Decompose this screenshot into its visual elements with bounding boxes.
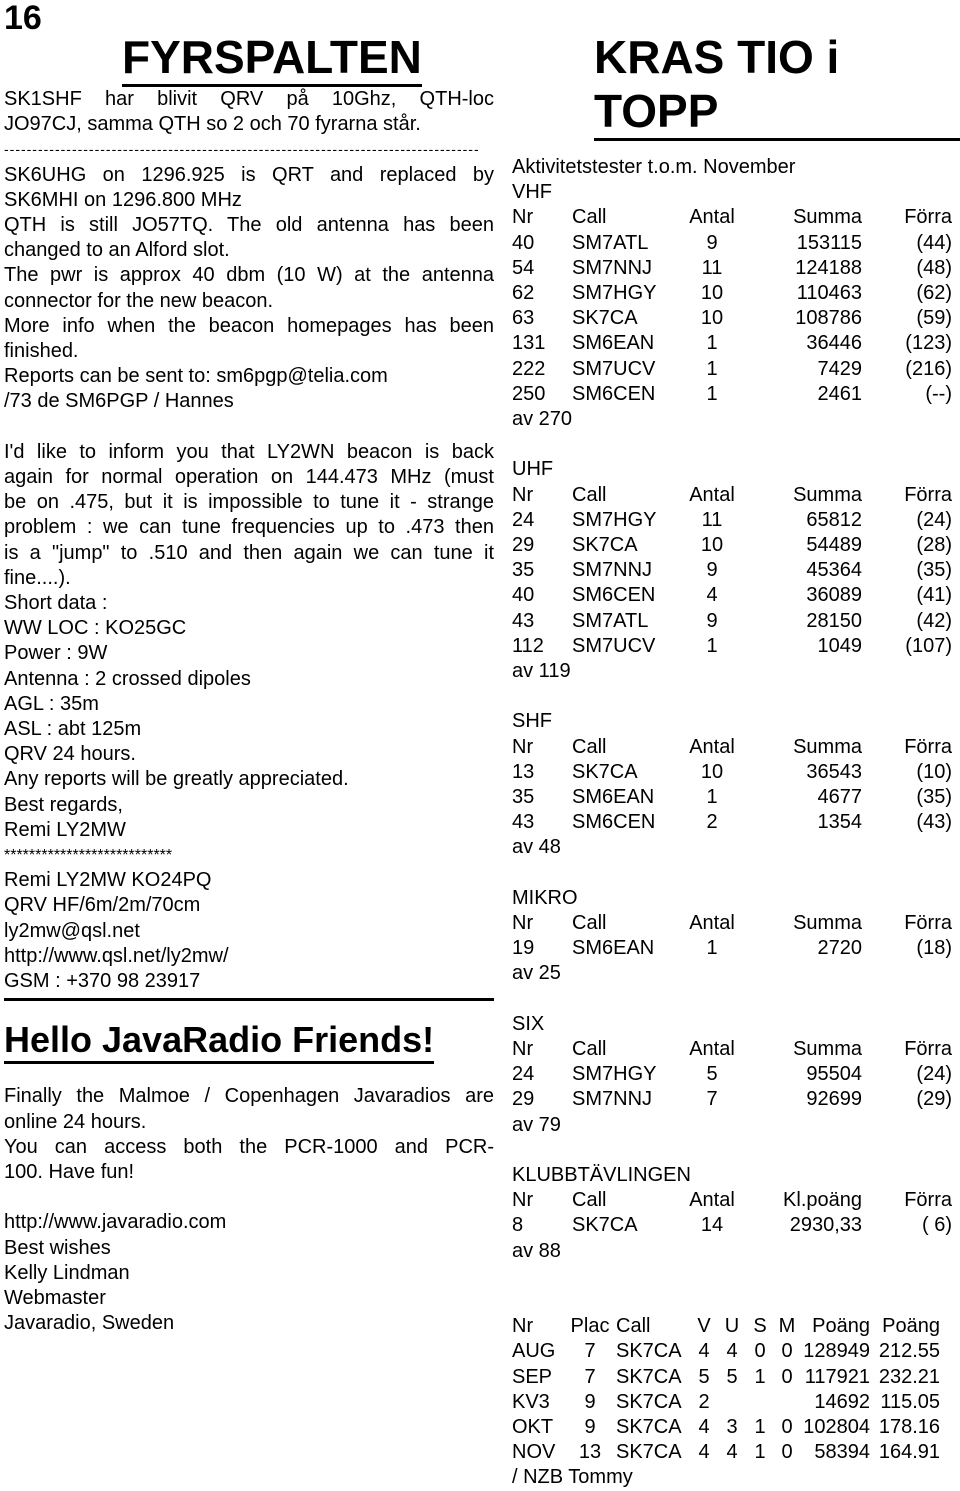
table-row (512, 1339, 940, 1364)
table-row (512, 281, 952, 306)
section-4 (512, 1012, 960, 1163)
table-cell: SK7CA (616, 1340, 682, 1363)
section-title: KLUBBTÄVLINGEN (512, 1164, 691, 1187)
table-cell: 164.91 (878, 1441, 940, 1464)
text-line: Short data : (4, 592, 108, 615)
table-cell: SEP (512, 1365, 553, 1388)
table-cell: 11 (701, 508, 723, 531)
text-line: changed to an Alford slot. (4, 239, 230, 262)
text-line: problem : we can tune frequencies up to .473 then (4, 516, 494, 539)
table-cell: SM6CEN (572, 382, 656, 405)
table-cell: 0 (781, 1365, 793, 1388)
ly2wn-notice (4, 440, 494, 994)
column-header: Antal (689, 1189, 735, 1212)
section-title: UHF (512, 458, 554, 481)
table-cell: 5 (726, 1365, 738, 1388)
table-cell: 232.21 (878, 1365, 940, 1388)
table-cell: 7429 (817, 357, 862, 380)
table-cell: 4 (706, 584, 718, 607)
text-line: Best wishes (4, 1236, 111, 1259)
section-total: av 79 (512, 1113, 561, 1136)
text-line: Remi LY2MW KO24PQ (4, 869, 212, 892)
dash-separator: ------------------------------------------------------------------------------------ (4, 141, 480, 158)
table-row (512, 1087, 952, 1112)
table-cell: 1 (706, 332, 718, 355)
intro-line: SK1SHF har blivit QRV på 10Ghz, QTH-loc (4, 88, 494, 110)
table-cell: NOV (512, 1441, 556, 1464)
text-line: finished. (4, 340, 79, 363)
table-cell: (44) (916, 231, 952, 254)
table-cell: (24) (916, 1063, 952, 1086)
table-cell: 40 (512, 231, 535, 254)
fyrspalten-heading: FYRSPALTEN (122, 30, 422, 87)
table-cell: (10) (916, 760, 952, 783)
table-cell: 24 (512, 1063, 535, 1086)
column-header: Poäng (812, 1315, 870, 1338)
section-3 (512, 886, 960, 1012)
table-cell: 2 (698, 1390, 710, 1413)
table-cell: 1354 (817, 811, 862, 834)
column-header: Call (572, 1189, 607, 1212)
table-cell: 0 (781, 1441, 793, 1464)
column-header: Antal (689, 1038, 735, 1061)
table-cell: 4 (726, 1340, 738, 1363)
web-link[interactable]: http://www.javaradio.com (4, 1211, 227, 1234)
table-cell: SM6EAN (572, 332, 655, 355)
table-cell: 14 (700, 1214, 724, 1237)
beacon-notice (4, 163, 494, 415)
table-header-row (512, 735, 952, 760)
column-header: U (724, 1315, 740, 1338)
table-cell: 36089 (806, 584, 862, 607)
text-line: online 24 hours. (4, 1110, 147, 1133)
table-cell: AUG (512, 1340, 556, 1363)
table-cell: (24) (916, 508, 952, 531)
table-cell: SM7ATL (572, 231, 649, 254)
table-row (512, 508, 952, 533)
table-cell: (--) (925, 382, 952, 405)
text-line: Power : 9W (4, 642, 108, 665)
text-line: QTH is still JO57TQ. The old antenna has been (4, 214, 494, 237)
table-cell: 178.16 (878, 1416, 940, 1439)
table-cell: 4677 (817, 786, 862, 809)
table-cell: 43 (512, 811, 535, 834)
table-cell: 4 (726, 1441, 738, 1464)
table-cell: 29 (512, 1088, 535, 1111)
table-cell: 35 (512, 559, 535, 582)
page-number: 16 (4, 0, 42, 37)
table-cell: 63 (512, 307, 535, 330)
ranking-table (512, 735, 952, 836)
table-cell: 128949 (803, 1340, 870, 1363)
section-1 (512, 457, 960, 709)
column-header: M (778, 1315, 796, 1338)
table-cell (746, 1390, 774, 1415)
table-cell: 131 (512, 332, 546, 355)
column-header: Call (572, 483, 607, 506)
table-cell (718, 1390, 746, 1415)
table-cell: 1 (706, 937, 718, 960)
section-total: av 88 (512, 1239, 561, 1262)
text-line: is a "jump" to .510 and then again we can tune it (4, 541, 494, 564)
table-cell: SM7NNJ (572, 1088, 653, 1111)
text-line: SK6UHG on 1296.925 is QRT and replaced by (4, 163, 494, 186)
table-cell: 4 (698, 1441, 710, 1464)
table-cell: 2 (706, 811, 718, 834)
ranking-table (512, 205, 952, 407)
text-line: QRV 24 hours. (4, 743, 136, 766)
table-cell: SK7CA (616, 1416, 682, 1439)
column-header: Förra (904, 483, 952, 506)
text-line: Reports can be sent to: sm6pgp@telia.com (4, 365, 388, 388)
text-line: You can access both the PCR-1000 and PCR- (4, 1135, 494, 1158)
table-cell: SK7CA (616, 1441, 682, 1464)
table-cell: SK7CA (572, 760, 638, 783)
table-row (512, 382, 952, 407)
table-cell: 35 (512, 786, 535, 809)
column-header: Nr (512, 1315, 534, 1338)
text-line: 100. Have fun! (4, 1160, 135, 1183)
table-cell: SM7NNJ (572, 559, 653, 582)
section-2 (512, 709, 960, 885)
table-cell: 2461 (817, 382, 862, 405)
text-line: WW LOC : KO25GC (4, 617, 187, 640)
table-cell: OKT (512, 1416, 554, 1439)
table-cell: SK7CA (616, 1365, 682, 1388)
ranking-table (512, 483, 952, 659)
table-cell: SM6EAN (572, 786, 655, 809)
column-header: Summa (793, 206, 862, 229)
column-header: Summa (793, 912, 862, 935)
table-cell: 1 (706, 382, 718, 405)
table-cell: SM7HGY (572, 1063, 657, 1086)
text-line: The pwr is approx 40 dbm (10 W) at the antenna (4, 264, 494, 287)
column-header: Call (572, 206, 607, 229)
table-row (512, 533, 952, 558)
ranking-sections (512, 180, 960, 1289)
table-cell: SM7ATL (572, 609, 649, 632)
table-cell: SM7NNJ (572, 256, 653, 279)
table-cell: SK7CA (572, 534, 638, 557)
table-cell: 54 (512, 256, 535, 279)
table-cell: 153115 (796, 231, 862, 254)
section-5 (512, 1163, 960, 1289)
table-cell: 13 (578, 1441, 602, 1464)
text-line: Remi LY2MW (4, 818, 126, 841)
table-cell: 1 (754, 1365, 766, 1388)
column-header: Antal (689, 483, 735, 506)
table-cell: 108786 (795, 307, 862, 330)
table-cell: SM7HGY (572, 282, 657, 305)
table-cell: 102804 (803, 1416, 870, 1439)
table-row (512, 1365, 940, 1390)
section-total: av 25 (512, 962, 561, 985)
table-row (512, 231, 952, 256)
table-cell: SM7UCV (572, 357, 656, 380)
table-cell: 112 (512, 634, 544, 657)
table-row (512, 1415, 940, 1440)
table-cell: 28150 (806, 609, 862, 632)
table-cell: (29) (916, 1088, 952, 1111)
table-cell: 7 (706, 1088, 718, 1111)
table-cell: KV3 (512, 1390, 550, 1413)
table-cell: SK7CA (572, 307, 638, 330)
table-cell: 95504 (806, 1063, 862, 1086)
column-header: Call (572, 912, 607, 935)
table-cell: (123) (905, 332, 952, 355)
table-cell: 110463 (796, 282, 862, 305)
section-title: MIKRO (512, 886, 578, 909)
table-cell: 9 (706, 609, 718, 632)
column-header: Nr (512, 735, 534, 758)
table-cell: 62 (512, 282, 535, 305)
table-header-row (512, 205, 952, 230)
table-row (512, 558, 952, 583)
column-header: Nr (512, 206, 534, 229)
text-line: SK6MHI on 1296.800 MHz (4, 188, 242, 211)
table-cell (774, 1390, 800, 1415)
table-cell: SM6EAN (572, 937, 655, 960)
table-cell: 0 (781, 1416, 793, 1439)
text-line: fine....). (4, 566, 71, 589)
column-header: Förra (904, 206, 952, 229)
table-header-row (512, 1037, 952, 1062)
table-cell: 3 (726, 1416, 738, 1439)
table-cell: 117921 (804, 1365, 870, 1388)
table-cell: SK7CA (572, 1214, 638, 1237)
table-cell: 4 (698, 1340, 710, 1363)
asterisk-separator: *************************** (4, 847, 173, 865)
table-row (512, 634, 952, 659)
table-cell: 92699 (806, 1088, 862, 1111)
text-line: Any reports will be greatly appreciated. (4, 768, 349, 791)
javaradio-notice (4, 1084, 494, 1336)
table-cell: 1 (754, 1416, 766, 1439)
table-cell: 124188 (795, 256, 862, 279)
kras-subtitle: Aktivitetstester t.o.m. November (512, 156, 796, 178)
kras-heading: KRAS TIO i TOPP (594, 30, 960, 141)
table-cell: 2720 (817, 937, 862, 960)
table-cell: 8 (512, 1214, 524, 1237)
table-header-row (512, 1314, 940, 1339)
column-header: Summa (793, 1038, 862, 1061)
table-row (512, 583, 952, 608)
table-cell: 29 (512, 534, 535, 557)
table-row (512, 1062, 952, 1087)
table-cell: 7 (584, 1340, 596, 1363)
ranking-table (512, 911, 952, 961)
table-cell: (48) (916, 256, 952, 279)
section-total: av 270 (512, 408, 573, 431)
text-line: Antenna : 2 crossed dipoles (4, 667, 251, 690)
right-column (512, 30, 960, 1491)
table-row (512, 760, 952, 785)
text-line: be on .475, but it is impossible to tune it - strange (4, 491, 494, 514)
table-cell: (28) (916, 534, 952, 557)
text-line: connector for the new beacon. (4, 289, 274, 312)
monthly-table (512, 1314, 940, 1465)
column-header: Antal (689, 206, 735, 229)
web-link[interactable]: http://www.qsl.net/ly2mw/ (4, 944, 229, 967)
text-line: Javaradio, Sweden (4, 1312, 175, 1335)
section-0 (512, 180, 960, 457)
table-cell: SM6CEN (572, 811, 656, 834)
column-header: Nr (512, 483, 534, 506)
column-header: Nr (512, 1038, 534, 1061)
ranking-table (512, 1188, 952, 1238)
table-cell: (18) (916, 937, 952, 960)
column-header: Förra (904, 912, 952, 935)
table-header-row (512, 483, 952, 508)
table-cell: 9 (706, 559, 718, 582)
table-cell: 13 (512, 760, 535, 783)
text-line: I'd like to inform you that LY2WN beacon is back (4, 440, 494, 463)
hello-heading: Hello JavaRadio Friends! (4, 1019, 434, 1064)
table-row (512, 331, 952, 356)
column-header: Call (572, 1038, 607, 1061)
text-line: Finally the Malmoe / Copenhagen Javaradios are (4, 1085, 494, 1108)
text-line: /73 de SM6PGP / Hannes (4, 390, 234, 413)
table-cell: 212.55 (878, 1340, 940, 1363)
table-cell: 36543 (806, 760, 862, 783)
text-line: again for normal operation on 144.473 MHz (must (4, 466, 494, 489)
table-header-row (512, 911, 952, 936)
table-cell: 9 (584, 1416, 596, 1439)
table-cell: 4 (698, 1416, 710, 1439)
ranking-table (512, 1037, 952, 1113)
table-cell: 9 (706, 231, 718, 254)
table-cell: 115.05 (880, 1390, 940, 1413)
table-cell: 43 (512, 609, 535, 632)
column-header: V (697, 1315, 711, 1338)
email-link[interactable]: ly2mw@qsl.net (4, 919, 140, 942)
table-cell: (35) (916, 559, 952, 582)
table-cell: (41) (916, 584, 952, 607)
column-header: Summa (793, 735, 862, 758)
table-cell: 1049 (817, 634, 862, 657)
section-title: SIX (512, 1012, 545, 1035)
table-cell: 0 (781, 1340, 793, 1363)
table-row (512, 256, 952, 281)
table-cell: 19 (512, 937, 535, 960)
table-cell: (43) (916, 811, 952, 834)
table-cell: 10 (700, 534, 724, 557)
table-cell: 1 (706, 634, 718, 657)
column-header: Förra (904, 1038, 952, 1061)
table-row (512, 936, 952, 961)
table-cell: 5 (698, 1365, 710, 1388)
table-cell: 250 (512, 382, 546, 405)
table-cell: SM7HGY (572, 508, 657, 531)
section-title: SHF (512, 710, 552, 733)
table-cell: 222 (512, 357, 546, 380)
section-title: VHF (512, 181, 552, 204)
table-row (512, 785, 952, 810)
text-line: Webmaster (4, 1286, 106, 1309)
table-cell: 2930,33 (789, 1214, 862, 1237)
table-row (512, 357, 952, 382)
table-cell: (35) (916, 786, 952, 809)
table-cell: 40 (512, 584, 535, 607)
table-cell: (107) (905, 634, 952, 657)
table-cell: (59) (916, 307, 952, 330)
table-row (512, 810, 952, 835)
table-cell: 9 (584, 1390, 596, 1413)
column-header: Förra (904, 1189, 952, 1212)
table-cell: 11 (701, 256, 723, 279)
text-line: Best regards, (4, 793, 123, 816)
column-header: Plac (570, 1315, 610, 1338)
column-header: Nr (512, 1189, 534, 1212)
table-cell: 1 (706, 357, 718, 380)
table-cell: SM6CEN (572, 584, 656, 607)
table-row (512, 1440, 940, 1465)
table-cell: 54489 (806, 534, 862, 557)
table-cell: (216) (905, 357, 952, 380)
table-cell: SK7CA (616, 1390, 682, 1413)
column-header: Summa (793, 483, 862, 506)
table-row (512, 609, 952, 634)
signature: / NZB Tommy (512, 1466, 633, 1489)
column-header: Förra (904, 735, 952, 758)
table-cell: 65812 (806, 508, 862, 531)
table-cell: 14692 (814, 1390, 870, 1413)
table-cell: 10 (700, 307, 724, 330)
left-column (4, 30, 494, 1336)
section-total: av 48 (512, 836, 561, 859)
table-cell: 0 (754, 1340, 766, 1363)
column-header: Antal (689, 912, 735, 935)
table-cell: 7 (584, 1365, 596, 1388)
column-header: Call (572, 735, 607, 758)
table-cell: 10 (700, 282, 724, 305)
column-header: S (753, 1315, 767, 1338)
table-cell: (42) (916, 609, 952, 632)
table-header-row (512, 1188, 952, 1213)
text-line: AGL : 35m (4, 692, 99, 715)
text-line: Kelly Lindman (4, 1261, 130, 1284)
column-header: Nr (512, 912, 534, 935)
section-divider (4, 998, 494, 1001)
table-cell: (62) (916, 282, 952, 305)
table-cell: SM7UCV (572, 634, 656, 657)
section-total: av 119 (512, 660, 571, 683)
table-cell: 10 (700, 760, 724, 783)
table-cell: 24 (512, 508, 535, 531)
table-cell: 5 (706, 1063, 718, 1086)
text-line: GSM : +370 98 23917 (4, 970, 201, 993)
table-row (512, 1213, 952, 1238)
table-cell: 45364 (806, 559, 862, 582)
table-cell: 36446 (806, 332, 862, 355)
text-line: QRV HF/6m/2m/70cm (4, 894, 201, 917)
table-cell: ( 6) (922, 1214, 952, 1237)
column-header: Antal (689, 735, 735, 758)
table-row (512, 1390, 940, 1415)
column-header: Kl.poäng (783, 1189, 862, 1212)
text-line: ASL : abt 125m (4, 718, 142, 741)
text-line: More info when the beacon homepages has been (4, 314, 494, 337)
table-cell: 58394 (814, 1441, 870, 1464)
table-row (512, 306, 952, 331)
table-cell: 1 (706, 786, 718, 809)
intro-line: JO97CJ, samma QTH so 2 och 70 fyrarna står. (4, 113, 421, 136)
column-header: Poäng (882, 1315, 940, 1338)
intro-text (4, 87, 494, 137)
table-cell: 1 (754, 1441, 766, 1464)
column-header: Call (616, 1315, 651, 1338)
